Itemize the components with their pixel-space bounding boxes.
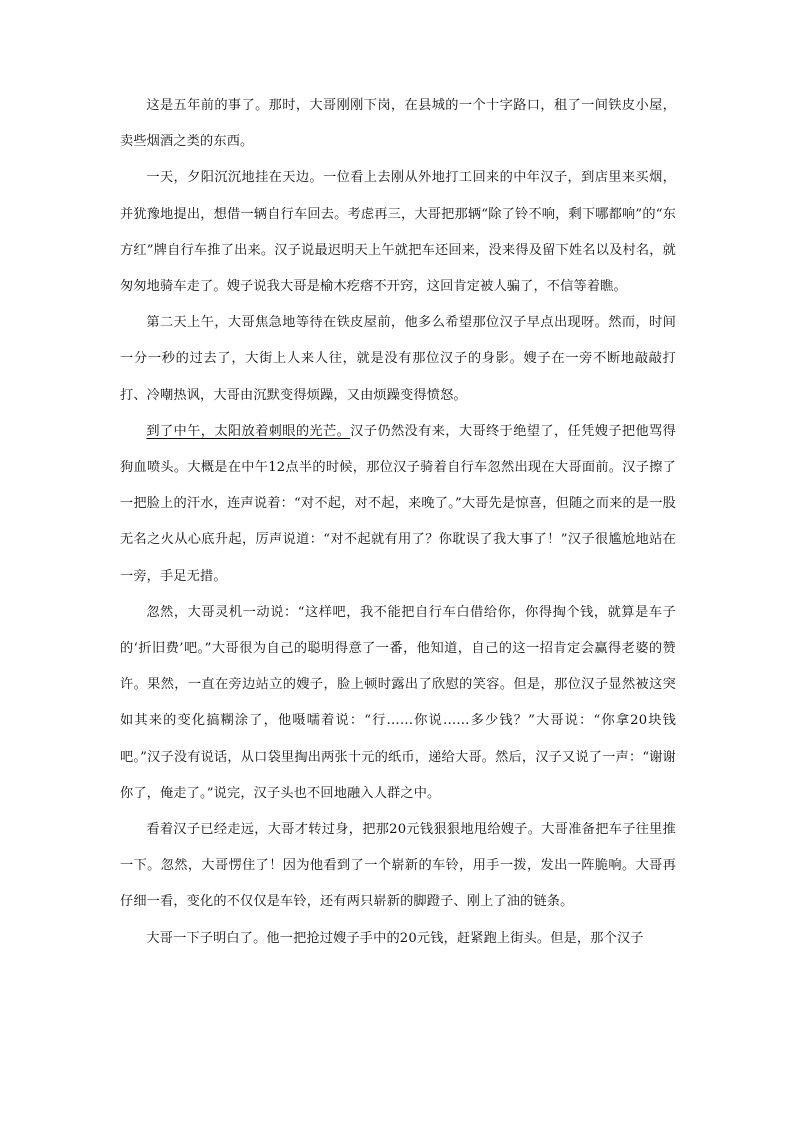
paragraph-2-text: 一天，夕阳沉沉地挂在天边。一位看上去刚从外地打工回来的中年汉子，到店里来买烟，并犹豫地提出，想借一辆自行车回去。考虑再三，大哥把那辆“除了铃不响，剩下哪都响”的“东方红”牌自行车推了出来。汉子说最迟明天上午就把车还回来，没来得及留下姓名以及村名，就匆匆地骑车走了。嫂子说我大哥是榆木疙瘩不开窍，这回肯定被人骗了，不信等着瞧。 (120, 170, 676, 295)
paragraph-5-text: 忽然，大哥灵机一动说：“这样吧，我不能把自行车白借给你，你得掏个钱，就算是车子的‘折旧费’吧。”大哥很为自己的聪明得意了一番，他知道，自己的这一招肯定会赢得老婆的赞许。果然，一直在旁边站立的嫂子，脸上顿时露出了欣慰的笑容。但是，那位汉子显然被这突如其来的变化搞糊涂了，他嗫嚅着说：“行……你说……多少钱？”大哥说：“你拿20块钱吧。”汉子没有说话，从口袋里掏出两张十元的纸币，递给大哥。然后，汉子又说了一声：“谢谢你了，俺走了。”说完，汉子头也不回地融入人群之中。 (120, 604, 676, 801)
document-page (120, 88, 676, 957)
paragraph-6-text: 看着汉子已经走远，大哥才转过身，把那20元钱狠狠地甩给嫂子。大哥准备把车子往里推一下。忽然，大哥愣住了！因为他看到了一个崭新的车铃，用手一拨，发出一阵脆响。大哥再仔细一看，变化的不仅仅是车铃，还有两只崭新的脚蹬子、刚上了油的链条。 (120, 822, 676, 910)
paragraph-3-text: 第二天上午，大哥焦急地等待在铁皮屋前，他多么希望那位汉子早点出现呀。然而，时间一分一秒的过去了，大街上人来人往，就是没有那位汉子的身影。嫂子在一旁不断地敲敲打打、冷嘲热讽，大哥由沉默变得烦躁，又由烦躁变得愤怒。 (120, 315, 676, 403)
paragraph-7-text: 大哥一下子明白了。他一把抢过嫂子手中的20元钱，赶紧跑上街头。但是，那个汉子 (146, 930, 644, 946)
paragraph-1 (120, 88, 676, 160)
paragraph-1-text: 这是五年前的事了。那时，大哥刚刚下岗，在县城的一个十字路口，租了一间铁皮小屋，卖些烟酒之类的东西。 (120, 98, 676, 150)
paragraph-4-underlined-sentence: 到了中午，太阳放着刺眼的光芒。 (146, 423, 351, 439)
paragraph-7 (120, 921, 676, 957)
paragraph-3 (120, 305, 676, 414)
paragraph-4 (120, 414, 676, 595)
paragraph-2 (120, 160, 676, 305)
paragraph-5 (120, 595, 676, 812)
paragraph-4-text: 汉子仍然没有来，大哥终于绝望了，任凭嫂子把他骂得狗血喷头。大概是在中午12点半的时候，那位汉子骑着自行车忽然出现在大哥面前。汉子擦了一把脸上的汗水，连声说着：“对不起，对不起，来晚了。”大哥先是惊喜，但随之而来的是一股无名之火从心底升起，厉声说道：“对不起就有用了？你耽误了我大事了！”汉子很尴尬地站在一旁，手足无措。 (120, 423, 676, 584)
paragraph-6 (120, 812, 676, 921)
